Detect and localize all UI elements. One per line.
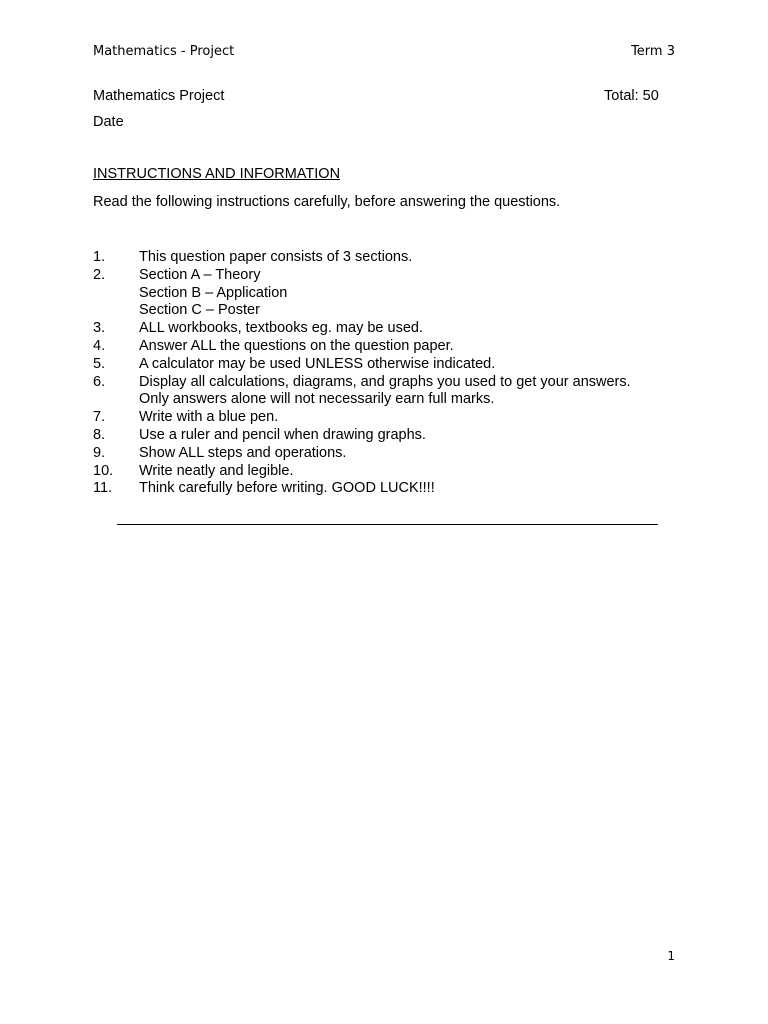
- instruction-text: [139, 463, 294, 481]
- instruction-line: Section B – Application: [139, 284, 288, 301]
- instruction-number: 1.: [93, 249, 106, 265]
- instruction-line: This question paper consists of 3 sections.: [139, 249, 413, 265]
- instruction-text: [139, 320, 423, 338]
- instruction-item: [93, 480, 693, 498]
- instruction-number: 8.: [93, 426, 106, 443]
- instruction-line: Display all calculations, diagrams, and graphs you used to get your answers.: [139, 373, 631, 390]
- instruction-text: [139, 249, 412, 267]
- instruction-line: Only answers alone will not necessarily earn full marks.: [139, 391, 495, 408]
- instruction-text: [139, 445, 346, 463]
- instruction-item: [93, 356, 693, 374]
- instruction-text: [139, 427, 426, 445]
- document-title: Mathematics Project: [93, 88, 225, 104]
- instruction-line: Write with a blue pen.: [139, 409, 279, 426]
- instruction-item: [93, 249, 693, 267]
- instruction-line: A calculator may be used UNLESS otherwise indicated.: [139, 355, 496, 372]
- instruction-line: Write neatly and legible.: [139, 462, 294, 479]
- instructions-heading: INSTRUCTIONS AND INFORMATION: [93, 166, 341, 182]
- instruction-item: [93, 338, 693, 356]
- header-left-text: Mathematics - Project: [93, 44, 235, 59]
- instruction-line: Answer ALL the questions on the question paper.: [139, 337, 454, 354]
- date-label: Date: [93, 114, 124, 130]
- instruction-number: 9.: [93, 444, 106, 461]
- instruction-line: Use a ruler and pencil when drawing graphs.: [139, 426, 426, 443]
- instruction-number: 5.: [93, 355, 106, 372]
- instruction-line: Section C – Poster: [139, 302, 260, 319]
- instruction-text: [139, 409, 278, 427]
- instruction-number: 11.: [93, 480, 113, 497]
- instruction-item: [93, 445, 693, 463]
- instruction-text: [139, 374, 631, 410]
- instruction-text: [139, 480, 435, 498]
- instruction-line: Section A – Theory: [139, 266, 261, 283]
- instruction-text: [139, 356, 495, 374]
- instruction-item: [93, 320, 693, 338]
- instruction-item: [93, 374, 693, 410]
- instructions-intro: Read the following instructions carefully, before answering the questions.: [93, 194, 561, 210]
- instruction-number: 7.: [93, 409, 106, 426]
- instruction-number: 4.: [93, 337, 106, 354]
- divider-rule: [117, 524, 658, 525]
- instruction-number: 3.: [93, 320, 106, 337]
- page-number: 1: [667, 949, 675, 963]
- instruction-number: 6.: [93, 373, 106, 390]
- instruction-line: Show ALL steps and operations.: [139, 444, 347, 461]
- instruction-line: ALL workbooks, textbooks eg. may be used.: [139, 320, 423, 337]
- instruction-text: [139, 267, 287, 320]
- instruction-item: [93, 427, 693, 445]
- header-right-text: Term 3: [631, 44, 675, 59]
- instruction-item: [93, 409, 693, 427]
- instruction-list: [93, 249, 693, 498]
- total-marks: Total: 50: [604, 88, 659, 104]
- instruction-item: [93, 463, 693, 481]
- instruction-line: Think carefully before writing. GOOD LUCK!!!!: [139, 480, 435, 497]
- instruction-text: [139, 338, 454, 356]
- instruction-number: 2.: [93, 266, 106, 283]
- instruction-item: [93, 267, 693, 320]
- instruction-number: 10.: [93, 462, 114, 479]
